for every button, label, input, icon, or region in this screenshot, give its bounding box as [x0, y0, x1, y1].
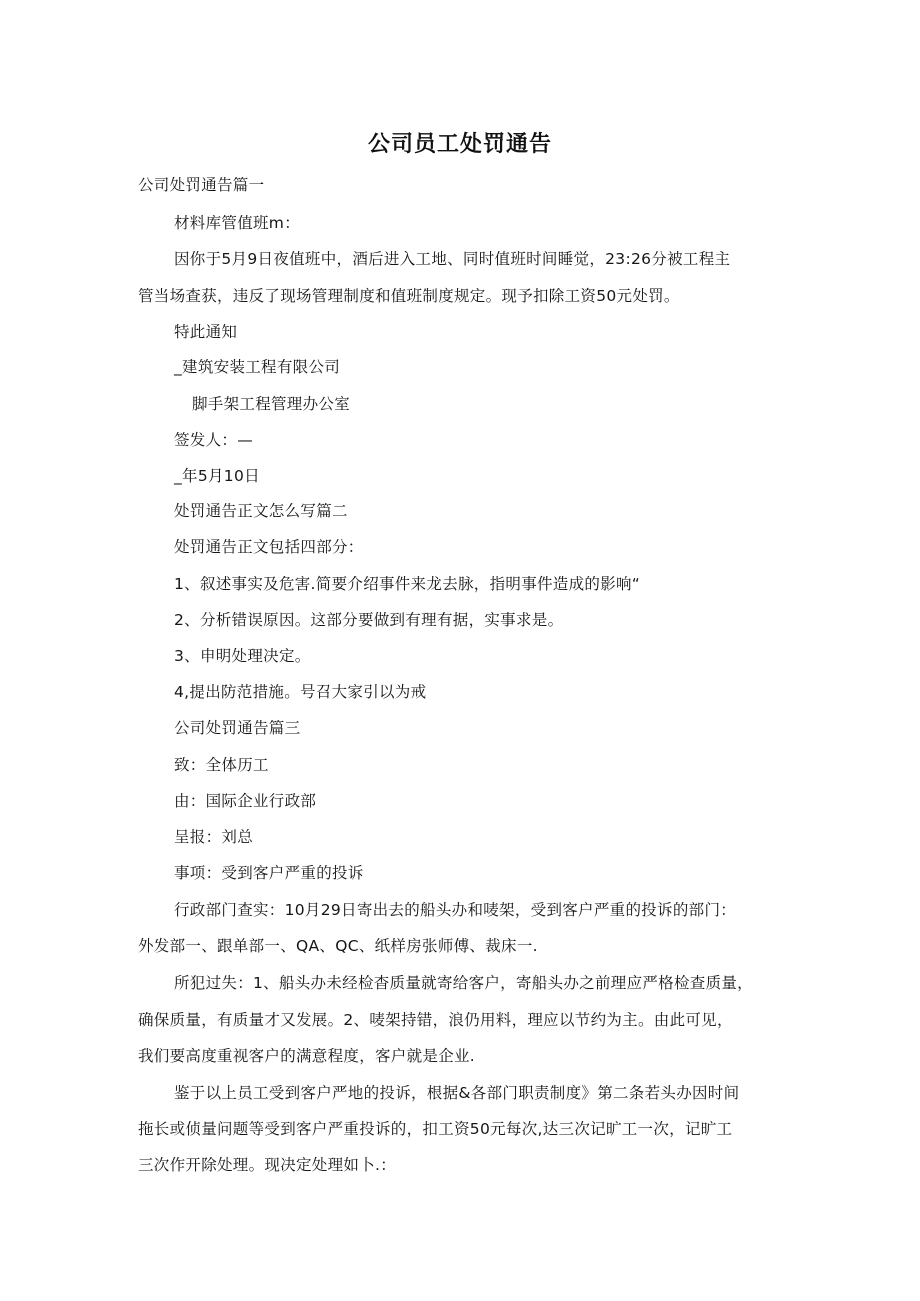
addressee-line: 材料库管值班m：	[174, 214, 300, 232]
section2-intro: 处罚通告正文包括四部分：	[174, 538, 364, 556]
paragraph-line: 所犯过失：1、船头办未经检杳质量就寄给客户，寄船头办之前理应严格检查质量，	[174, 974, 753, 992]
report-line: 呈报：刘总	[174, 828, 254, 846]
section2-heading: 处罚通告正文怎么写篇二	[174, 502, 348, 520]
paragraph-line: 我们要高度重视客户的满意程度，客户就是企业.	[138, 1047, 476, 1065]
notice-line: 特此通知	[174, 323, 238, 341]
list-item: 2、分析错误原因。这部分要做到有理有据，实事求是。	[174, 611, 564, 629]
subject-line: 事项：受到客户严重的投诉	[174, 864, 364, 882]
paragraph-line: 外发部一、跟单部一、QA、QC、纸样房张师傅、裁床一.	[138, 937, 538, 955]
list-item: 1、叙述事实及危害.简要介绍事件来龙去脉，指明事件造成的影响“	[174, 575, 641, 593]
body-line: 因你于5月9日夜值班中，酒后进入工地、同时值班时间睡觉，23:26分被工程主	[174, 250, 731, 268]
paragraph-line: 拖长或侦量问题等受到客户严重投诉的，扣工资50元每次,达三次记旷工一次，记旷工	[138, 1120, 733, 1138]
document-title: 公司员工处罚通告	[367, 132, 552, 157]
office-line: 脚手架工程管理办公室	[192, 395, 351, 413]
date-line: _年5月10日	[174, 467, 260, 485]
body-line: 管当场查获，违反了现场管理制度和值班制度规定。现予扣除工资50元处罚。	[138, 287, 680, 305]
from-line: 由：国际企业行政部	[174, 792, 317, 810]
section1-heading: 公司处罚通告篇一	[138, 176, 265, 194]
paragraph-line: 三次作开除处理。现决定处理如卜.：	[138, 1156, 397, 1174]
company-line: _建筑安装工程有限公司	[174, 358, 341, 376]
signer-line: 签发人：—	[174, 431, 254, 449]
paragraph-line: 鉴于以上员工受到客户严地的投诉，根据&各部门职责制度》第二条若头办因时间	[174, 1084, 740, 1102]
paragraph-line: 确保质量，有质量才又发展。2、唛架持错，浪仍用料，理应以节约为主。由此可见，	[138, 1011, 733, 1029]
section3-heading: 公司处罚通告篇三	[174, 719, 301, 737]
list-item: 4,提出防范措施。号召大家引以为戒	[174, 683, 427, 701]
to-line: 致：全体历工	[174, 756, 269, 774]
list-item: 3、申明处理决定。	[174, 647, 311, 665]
paragraph-line: 行政部门查实：10月29日寄出去的船头办和唛架，受到客户严重的投诉的部门：	[174, 901, 737, 919]
